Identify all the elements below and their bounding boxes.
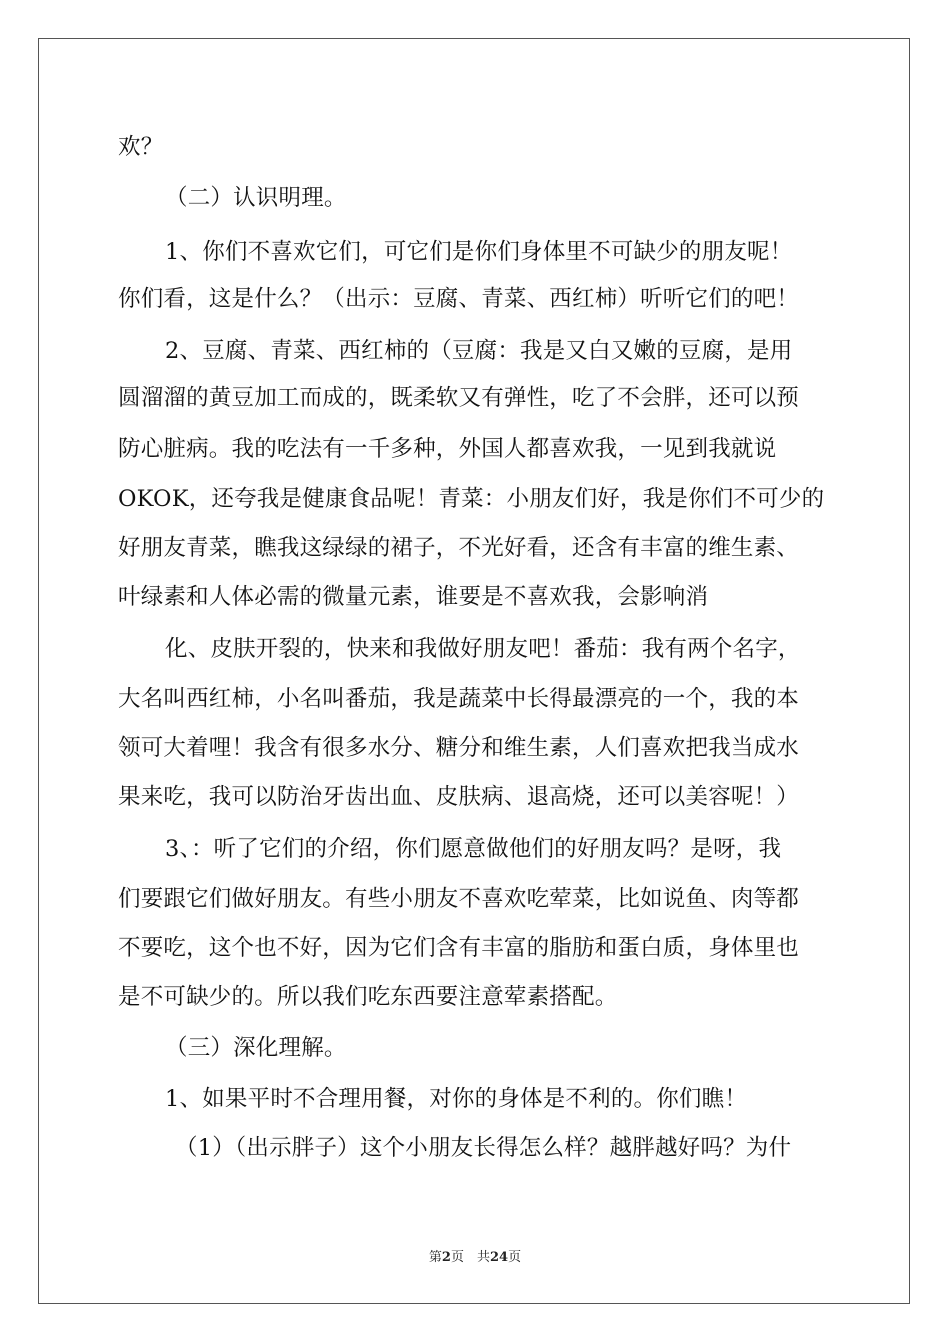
text-line: 果来吃，我可以防治牙齿出血、皮肤病、退高烧，还可以美容呢！） bbox=[118, 784, 800, 810]
text-line: 们要跟它们做好朋友。有些小朋友不喜欢吃荤菜，比如说鱼、肉等都 bbox=[118, 886, 800, 912]
text-line: 叶绿素和人体必需的微量元素，谁要是不喜欢我，会影响消 bbox=[118, 584, 709, 610]
text-line: 1、你们不喜欢它们，可它们是你们身体里不可缺少的朋友呢！ bbox=[165, 239, 793, 265]
text-line: 3、：听了它们的介绍，你们愿意做他们的好朋友吗？是呀，我 bbox=[165, 836, 782, 862]
text-line: 1、如果平时不合理用餐，对你的身体是不利的。你们瞧！ bbox=[165, 1086, 748, 1112]
section-heading: （二）认识明理。 bbox=[165, 185, 347, 211]
page-footer bbox=[0, 1246, 950, 1265]
text-line: 大名叫西红柿，小名叫番茄，我是蔬菜中长得最漂亮的一个，我的本 bbox=[118, 686, 800, 712]
text-line: 是不可缺少的。所以我们吃东西要注意荤素搭配。 bbox=[118, 984, 618, 1010]
page-border bbox=[38, 38, 910, 1304]
text-line: （1）（出示胖子）这个小朋友长得怎么样？越胖越好吗？为什 bbox=[175, 1135, 792, 1161]
text-line: 圆溜溜的黄豆加工而成的，既柔软又有弹性，吃了不会胖，还可以预 bbox=[118, 385, 800, 411]
footer-total-pages: 24 bbox=[489, 1250, 509, 1265]
footer-page-number: 2 bbox=[441, 1250, 451, 1265]
text-line: 不要吃，这个也不好，因为它们含有丰富的脂肪和蛋白质，身体里也 bbox=[118, 935, 800, 961]
text-line: 你们看，这是什么？（出示：豆腐、青菜、西红柿）听听它们的吧！ bbox=[118, 286, 800, 312]
text-line: OKOK，还夸我是健康食品呢！青菜：小朋友们好，我是你们不可少的 bbox=[118, 486, 825, 512]
text-line: 防心脏病。我的吃法有一千多种，外国人都喜欢我，一见到我就说 bbox=[118, 436, 777, 462]
text-line: 化、皮肤开裂的，快来和我做好朋友吧！番茄：我有两个名字， bbox=[165, 636, 801, 662]
text-line: 欢？ bbox=[118, 134, 164, 160]
text-line: 好朋友青菜，瞧我这绿绿的裙子，不光好看，还含有丰富的维生素、 bbox=[118, 535, 800, 561]
footer-suffix: 页 bbox=[508, 1250, 522, 1265]
text-line: 2、豆腐、青菜、西红柿的（豆腐：我是又白又嫩的豆腐，是用 bbox=[165, 338, 793, 364]
footer-middle: 页 共 bbox=[450, 1250, 490, 1265]
section-heading: （三）深化理解。 bbox=[165, 1035, 347, 1061]
text-line: 领可大着哩！我含有很多水分、糖分和维生素，人们喜欢把我当成水 bbox=[118, 735, 800, 761]
footer-prefix: 第 bbox=[428, 1250, 442, 1265]
